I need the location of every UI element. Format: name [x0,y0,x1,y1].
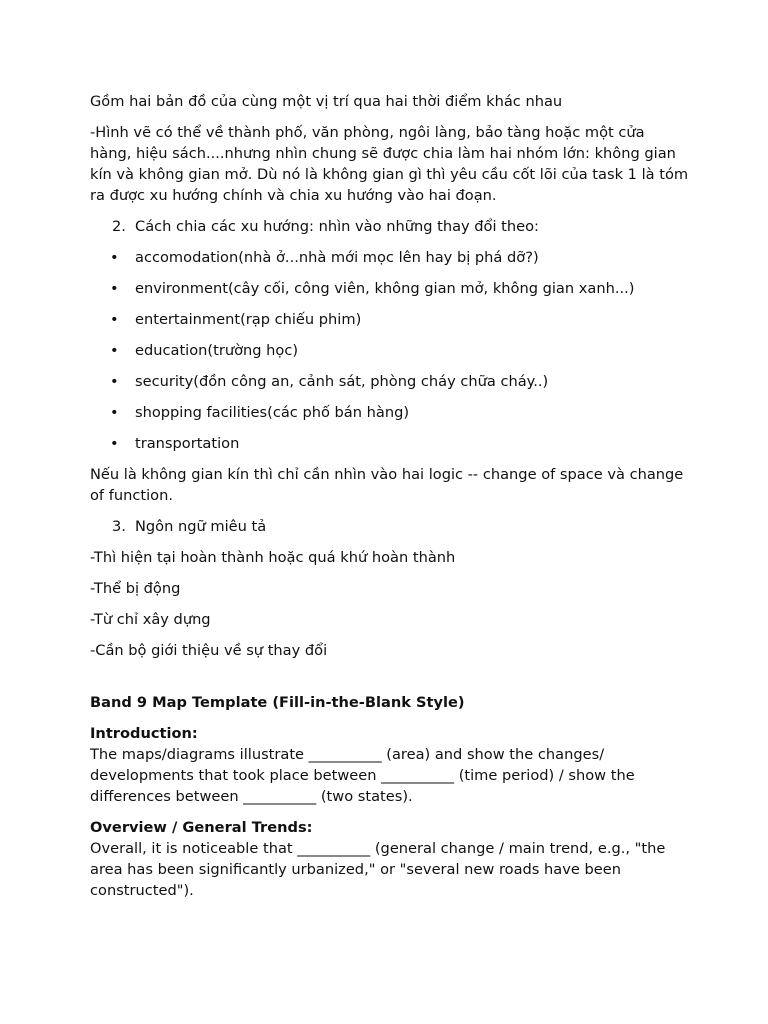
blank-line [90,671,690,692]
bullet-icon: • [110,435,119,452]
overview-heading: Overview / General Trends: [90,819,313,836]
bullet-icon: • [110,404,119,421]
description-paragraph: -Hình vẽ có thể về thành phố, văn phòng, ngôi làng, bảo tàng hoặc một cửa hàng, hiệu sách....nhưng nhìn chung sẽ được chia làm hai nhóm lớn: không gian kín và không gian mở. Dù nó là không gian gì thì yêu cầu cốt lõi của task 1 là tóm ra được xu hướng chính và chia xu hướng vào hai đoạn. [90,124,689,204]
template-title: Band 9 Map Template (Fill-in-the-Blank Style) [90,694,465,711]
section-3-item [90,516,690,537]
list-item-text: security(đồn công an, cảnh sát, phòng cháy chữa cháy..) [135,373,549,390]
introduction-block [90,723,690,807]
section-2-text: Cách chia các xu hướng: nhìn vào những thay đổi theo: [135,218,539,235]
language-point: -Thì hiện tại hoàn thành hoặc quá khứ hoàn thành [90,549,456,566]
list-item [90,340,690,361]
bullet-icon: • [110,373,119,390]
list-item [90,371,690,392]
section-2-item [90,216,690,237]
introduction-heading: Introduction: [90,725,198,742]
bullet-icon: • [110,280,119,297]
bullet-icon: • [110,249,119,266]
list-item-text: accomodation(nhà ở...nhà mới mọc lên hay bị phá dỡ?) [135,249,539,266]
section-3-text: Ngôn ngữ miêu tả [135,518,267,535]
section-3-number: 3. [112,518,126,535]
list-item [90,402,690,423]
trend-categories-list [90,247,690,454]
intro-line: Gồm hai bản đồ của cùng một vị trí qua hai thời điểm khác nhau [90,93,563,110]
list-item-text: transportation [135,435,240,452]
bullet-icon: • [110,342,119,359]
document-page [90,91,690,911]
closed-space-note: Nếu là không gian kín thì chỉ cần nhìn vào hai logic -- change of space và change of function. [90,466,684,504]
overview-text: Overall, it is noticeable that __________ (general change / main trend, e.g., "the area has been significantly urbanized," or "several new roads have been constructed"). [90,840,666,899]
list-item-text: environment(cây cối, công viên, không gian mở, không gian xanh...) [135,280,635,297]
list-item-text: shopping facilities(các phố bán hàng) [135,404,410,421]
list-item-text: education(trường học) [135,342,299,359]
language-point: -Cần bộ giới thiệu về sự thay đổi [90,642,328,659]
list-item [90,247,690,268]
list-item [90,309,690,330]
bullet-icon: • [110,311,119,328]
language-point: -Từ chỉ xây dựng [90,611,211,628]
section-2-number: 2. [112,218,126,235]
overview-block [90,817,690,901]
introduction-text: The maps/diagrams illustrate __________ (area) and show the changes/ developments that took place between __________ (time period) / show the differences between __________ (two states). [90,746,635,805]
list-item [90,278,690,299]
list-item-text: entertainment(rạp chiếu phim) [135,311,362,328]
language-point: -Thể bị động [90,580,181,597]
list-item [90,433,690,454]
